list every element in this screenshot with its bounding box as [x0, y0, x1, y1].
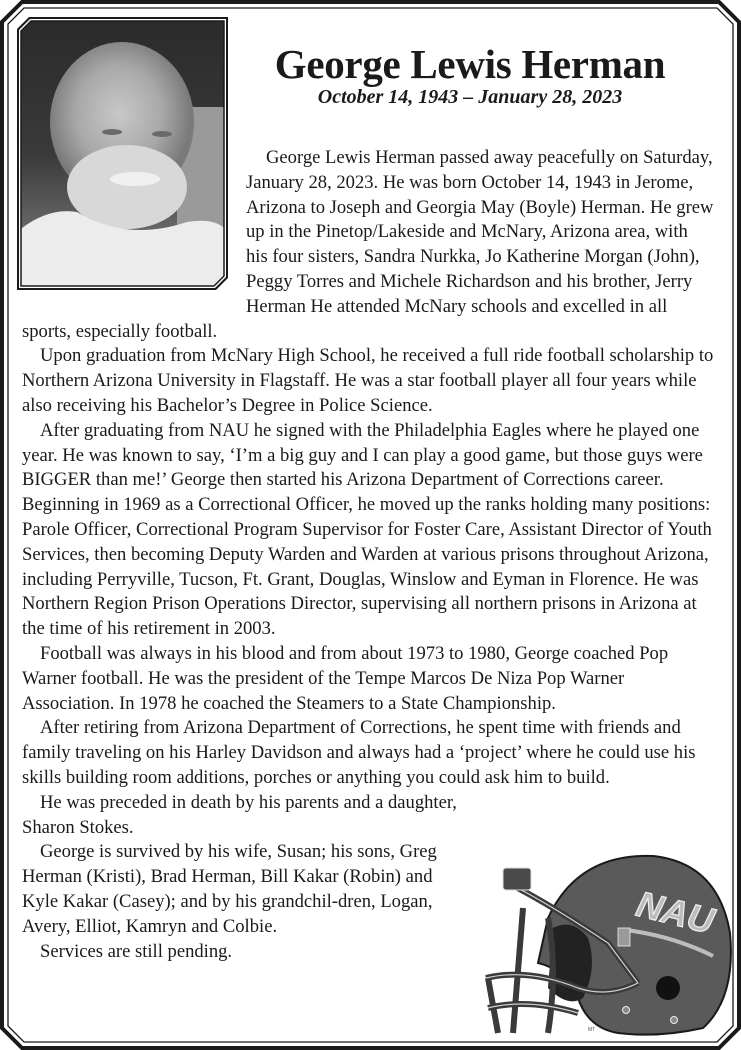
paragraph-survived: George is survived by his wife, Susan; his sons, Greg Herman (Kristi), Brad Herman, Bill Kakar (Robin) and Kyle Kakar (Casey); and by his grandchil-dren, Logan, Avery, Elliot, Kamryn and Colbie. — [22, 841, 437, 937]
deceased-name: George Lewis Herman — [274, 41, 666, 87]
paragraph-preceded: He was preceded in death by his parents and a daughter, Sharon Stokes. — [22, 791, 457, 838]
football-helmet-illustration — [478, 848, 733, 1038]
paragraph-retirement: After retiring from Arizona Department of Corrections, he spent time with friends and family traveling on his Harley Davidson and always had a ‘project’ where he could use his skills building room additions, porches or anything you could ask him to build. — [22, 717, 696, 788]
paragraph-services: Services are still pending. — [40, 940, 233, 962]
artist-mark: MT — [588, 1027, 596, 1033]
paragraph-career: After graduating from NAU he signed with the Philadelphia Eagles where he played one year. He was known to say, ‘I’m a big guy and I can play a good game, but those guys were BIGGER than me!’ George then started his Arizona Department of Corrections career. Beginning in 1969 as a Correctional Officer, he moved up the ranks holding many positions: Parole Officer, Correctional Program Supervisor for Foster Care, Assistant Director of Youth Services, then becoming Deputy Warden and Warden at various prisons throughout Arizona, including Perryville, Tucson, Ft. Grant, Douglas, Winslow and Eyman in Florence. He was Northern Region Prison Operations Director, supervising all northern prisons in Arizona at the time of his retirement in 2003. — [22, 419, 712, 640]
paragraph-intro: George Lewis Herman passed away peacefully on Saturday, January 28, 2023. He was born October 14, 1943 in Jerome, Arizona to Joseph and Georgia May (Boyle) Herman. He grew up in the Pinetop/Lakeside and McNary, Arizona area, with his four sisters, Sandra Nurkka, Jo Katherine Morgan (John), Peggy Torres and Michele Richardson and his brother, Jerry Herman He attended McNary schools and excelled in all sports, especially football. — [22, 147, 714, 342]
svg-text:NAU: NAU — [632, 882, 719, 942]
life-dates: October 14, 1943 – January 28, 2023 — [317, 86, 623, 108]
obituary-body — [22, 146, 714, 964]
paragraph-education: Upon graduation from McNary High School, he received a full ride football scholarship to Northern Arizona University in Flagstaff. He was a star football player all four years while also receiving his Bachelor’s Degree in Police Science. — [22, 345, 714, 416]
paragraph-coaching: Football was always in his blood and from about 1973 to 1980, George coached Pop Warner football. He was the president of the Tempe Marcos De Niza Pop Warner Association. In 1978 he coached the Steamers to a State Championship. — [22, 642, 669, 714]
